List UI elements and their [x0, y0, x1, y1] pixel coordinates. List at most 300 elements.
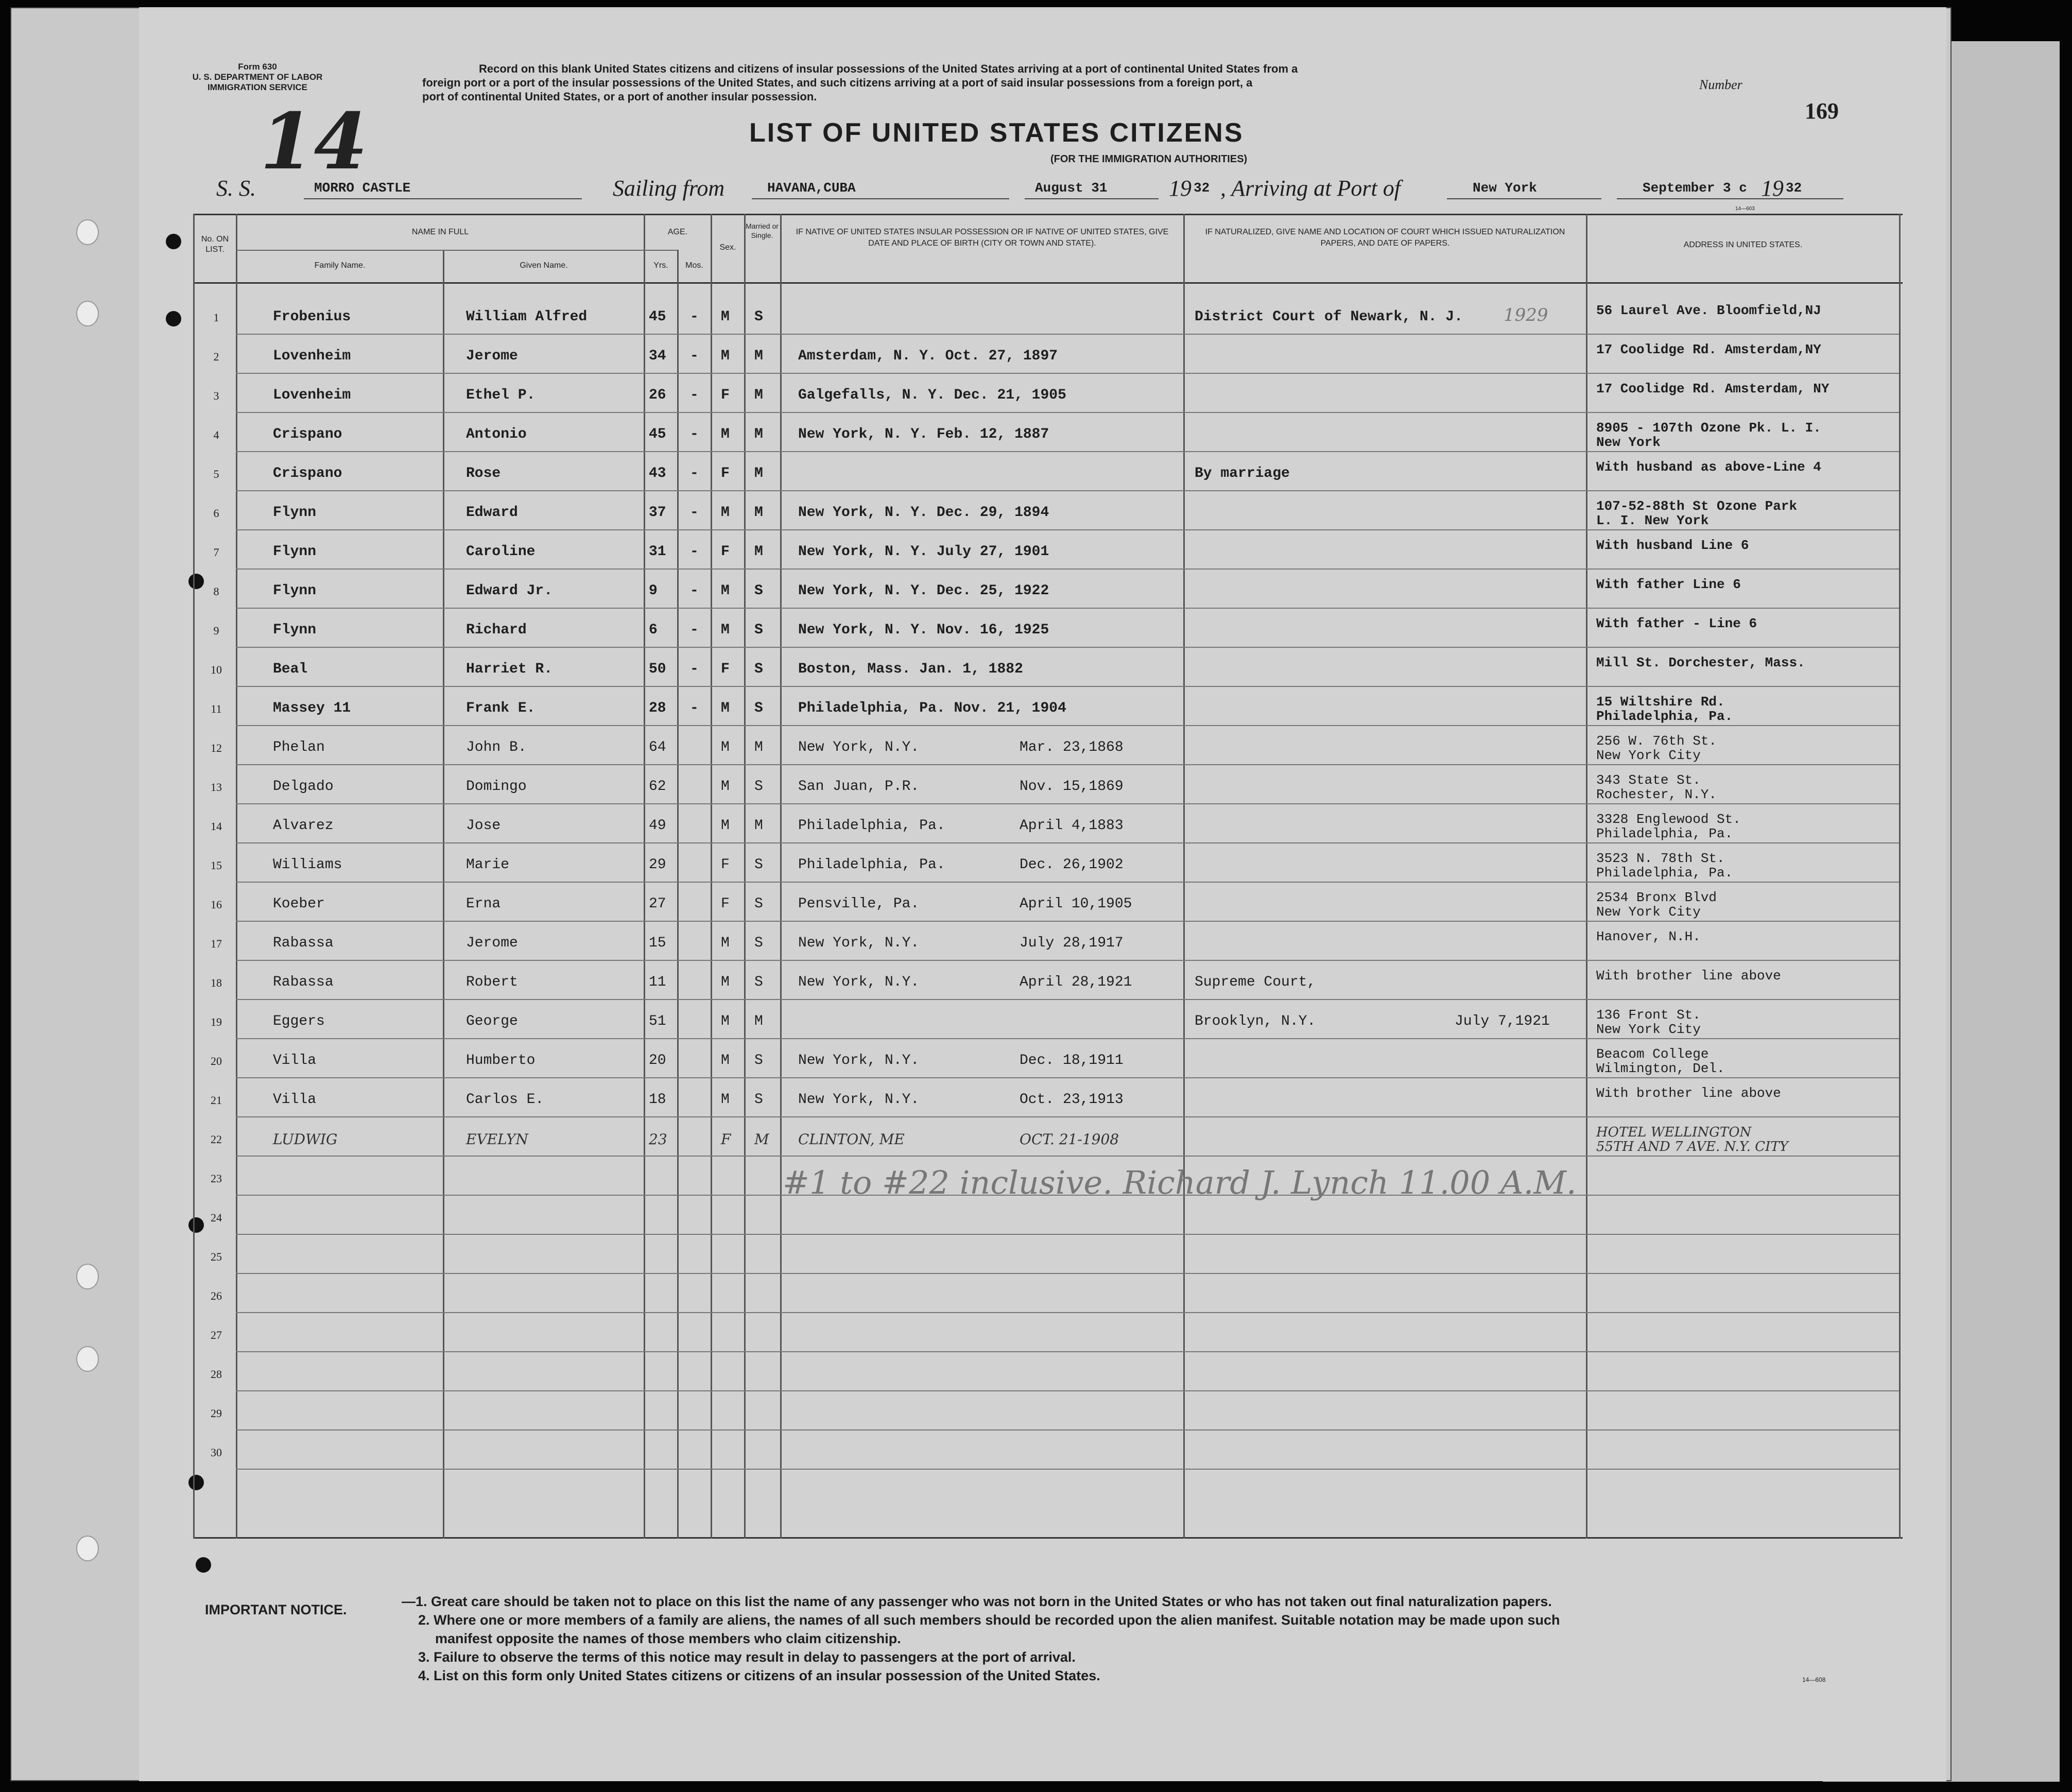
row-number: 28 — [211, 1368, 222, 1381]
sex: M — [721, 309, 730, 325]
marital-status: M — [754, 818, 763, 834]
row-rule — [236, 725, 1899, 726]
row-number: 20 — [211, 1055, 222, 1067]
address: 2534 Bronx Blvd — [1596, 890, 1717, 905]
address-line-2: 55TH AND 7 AVE. N.Y. CITY — [1596, 1139, 1788, 1155]
row-rule — [236, 1038, 1899, 1039]
given-name: EVELYN — [466, 1131, 528, 1148]
naturalization-date: July 7,1921 — [1455, 1013, 1550, 1029]
birth-place: New York, N.Y. — [798, 974, 920, 990]
marital-status: M — [754, 544, 763, 560]
family-name: Flynn — [273, 505, 317, 521]
address-line-2: Philadelphia, Pa. — [1596, 826, 1733, 841]
family-name: Crispano — [273, 466, 342, 481]
sex: M — [721, 583, 730, 599]
address: 3328 Englewood St. — [1596, 812, 1741, 827]
marital-status: S — [754, 661, 763, 677]
row-number: 16 — [211, 898, 222, 911]
ship-name: MORRO CASTLE — [314, 180, 411, 196]
row-number: 15 — [211, 859, 222, 872]
sailing-underline — [752, 198, 1009, 199]
birth-date: Mar. 23,1868 — [1020, 739, 1124, 755]
given-name: John B. — [466, 739, 527, 755]
birth-place: New York, N. Y. July 27, 1901 — [798, 544, 1049, 560]
birth-date: Nov. 15,1869 — [1020, 779, 1124, 795]
table-bottom-border — [193, 1537, 1903, 1539]
age-years: 64 — [649, 739, 666, 755]
age-years: 51 — [649, 1013, 666, 1029]
instruction-line: foreign port or a port of the insular possessions of the United States, and such citizens arriving at a port of said insular possessions from a foreign port, a — [422, 76, 1253, 89]
sex: M — [721, 622, 730, 638]
given-name: Domingo — [466, 779, 527, 795]
row-rule — [236, 999, 1899, 1000]
address: Beacom College — [1596, 1046, 1709, 1062]
printer-mark: 14—603 — [1735, 206, 1755, 212]
header-yrs: Yrs. — [653, 261, 668, 270]
birth-place: Boston, Mass. Jan. 1, 1882 — [798, 661, 1023, 677]
row-number: 3 — [213, 389, 219, 402]
address: 343 State St. — [1596, 772, 1701, 788]
age-years: 9 — [649, 583, 658, 599]
given-name: Richard — [466, 622, 527, 638]
important-notice-item: manifest opposite the names of those members who claim citizenship. — [435, 1631, 901, 1646]
address: 256 W. 76th St. — [1596, 733, 1717, 749]
page-title: LIST OF UNITED STATES CITIZENS — [749, 118, 1244, 148]
row-rule — [236, 803, 1899, 804]
birth-place: New York, N.Y. — [798, 739, 920, 755]
family-name: Crispano — [273, 426, 342, 442]
birth-place: San Juan, P.R. — [798, 779, 920, 795]
birth-place: New York, N.Y. — [798, 1092, 920, 1108]
row-number: 26 — [211, 1289, 222, 1302]
family-name: Eggers — [273, 1013, 325, 1029]
binder-hole — [76, 301, 99, 326]
important-notice-item: 4. List on this form only United States citizens or citizens of an insular possession of the United States. — [418, 1668, 1100, 1683]
birth-place: Philadelphia, Pa. — [798, 857, 945, 873]
age-months: - — [690, 583, 699, 599]
sex: M — [721, 348, 730, 364]
address: 136 Front St. — [1596, 1007, 1701, 1023]
header-name-in-full: NAME IN FULL — [411, 228, 469, 236]
sailing-label: Sailing from — [613, 176, 725, 201]
departure-year-prefix: 19 — [1169, 176, 1192, 201]
binder-hole — [76, 219, 99, 245]
family-name: Williams — [273, 857, 342, 873]
header-family-name: Family Name. — [314, 261, 366, 270]
birth-place: Philadelphia, Pa. — [798, 818, 945, 834]
birth-date: April 4,1883 — [1020, 818, 1124, 834]
address: With brother line above — [1596, 968, 1781, 984]
birth-date: April 10,1905 — [1020, 896, 1132, 912]
row-number: 18 — [211, 976, 222, 989]
family-name: Massey 11 — [273, 700, 351, 716]
family-name: LUDWIG — [273, 1131, 338, 1148]
sex: F — [721, 896, 730, 912]
address: 17 Coolidge Rd. Amsterdam, NY — [1596, 381, 1829, 397]
table-top-border — [193, 214, 1903, 215]
binder-hole — [76, 1346, 99, 1372]
address-line-2: Rochester, N.Y. — [1596, 787, 1717, 802]
family-name: Rabassa — [273, 935, 334, 951]
row-number: 27 — [211, 1329, 222, 1341]
age-years: 37 — [649, 505, 666, 521]
birth-place: New York, N.Y. — [798, 1053, 920, 1069]
given-name: Caroline — [466, 544, 536, 560]
address-line-2: L. I. New York — [1596, 513, 1709, 528]
naturalization: Brooklyn, N.Y. — [1195, 1013, 1316, 1029]
family-name: Beal — [273, 661, 308, 677]
row-rule — [236, 373, 1899, 374]
birth-date: Dec. 18,1911 — [1020, 1053, 1124, 1069]
age-years: 29 — [649, 857, 666, 873]
address: Hanover, N.H. — [1596, 929, 1701, 944]
family-name: Frobenius — [273, 309, 351, 325]
arriving-label: , Arriving at Port of — [1220, 176, 1401, 201]
family-name: Villa — [273, 1092, 317, 1108]
marital-status: S — [754, 896, 763, 912]
header-sex: Sex. — [719, 243, 736, 252]
row-rule — [236, 1273, 1899, 1274]
row-rule — [236, 960, 1899, 961]
address-line-2: New York City — [1596, 1022, 1701, 1037]
inspector-annotation: #1 to #22 inclusive. Richard J. Lynch 11.00 A.M. — [783, 1164, 1577, 1201]
sex: F — [721, 661, 730, 677]
departure-year: 32 — [1194, 180, 1210, 196]
marital-status: M — [754, 739, 763, 755]
sex: M — [721, 1053, 730, 1069]
row-rule — [236, 412, 1899, 413]
instruction-line: port of continental United States, or a port of another insular possession. — [422, 90, 817, 103]
service-name: IMMIGRATION SERVICE — [208, 82, 307, 92]
form-id-block — [180, 62, 335, 93]
important-notice-item: 3. Failure to observe the terms of this notice may result in delay to passengers at the port of arrival. — [418, 1649, 1076, 1665]
family-name: Alvarez — [273, 818, 334, 834]
row-rule — [236, 1390, 1899, 1391]
age-months: - — [690, 466, 699, 481]
naturalization-year: 1929 — [1504, 305, 1548, 325]
marital-status: M — [754, 426, 763, 442]
row-rule — [236, 1116, 1899, 1117]
page-number: 169 — [1805, 98, 1839, 124]
row-rule — [236, 1156, 1899, 1157]
arrival-year-prefix: 19 — [1761, 176, 1784, 201]
row-number: 13 — [211, 781, 222, 794]
birth-date: April 28,1921 — [1020, 974, 1132, 990]
row-number: 4 — [213, 428, 219, 441]
age-years: 31 — [649, 544, 666, 560]
form-number: Form 630 — [238, 62, 277, 72]
age-months: - — [690, 348, 699, 364]
row-number: 19 — [211, 1015, 222, 1028]
given-name: Harriet R. — [466, 661, 553, 677]
address: 107-52-88th St Ozone Park — [1596, 498, 1798, 514]
age-years: 18 — [649, 1092, 666, 1108]
marital-status: M — [754, 387, 763, 403]
birth-date: Dec. 26,1902 — [1020, 857, 1124, 873]
table-header-border — [193, 282, 1903, 284]
birth-date: OCT. 21-1908 — [1020, 1131, 1119, 1148]
age-months: - — [690, 544, 699, 560]
age-months: - — [690, 426, 699, 442]
birth-place: New York, N.Y. — [798, 935, 920, 951]
age-years: 50 — [649, 661, 666, 677]
marital-status: S — [754, 309, 763, 325]
family-name: Lovenheim — [273, 348, 351, 364]
address: 3523 N. 78th St. — [1596, 851, 1725, 866]
row-number: 17 — [211, 937, 222, 950]
given-name: Erna — [466, 896, 501, 912]
form-instructions — [422, 62, 1298, 104]
address: With brother line above — [1596, 1085, 1781, 1101]
row-number: 10 — [211, 663, 222, 676]
header-no-on-list: No. ON LIST. — [201, 235, 229, 254]
row-rule — [236, 1469, 1899, 1470]
column-rule — [193, 214, 195, 1539]
marital-status: S — [754, 857, 763, 873]
handwritten-list-number: 14 — [260, 96, 368, 187]
marital-status: S — [754, 779, 763, 795]
row-number: 11 — [211, 702, 222, 715]
given-name: Antonio — [466, 426, 527, 442]
family-name: Flynn — [273, 544, 317, 560]
sex: M — [721, 739, 730, 755]
address: 15 Wiltshire Rd. — [1596, 694, 1725, 710]
sex: M — [721, 700, 730, 716]
punch-mark — [166, 311, 181, 326]
sex: M — [721, 426, 730, 442]
age-months: - — [690, 387, 699, 403]
naturalization: Supreme Court, — [1195, 974, 1316, 990]
given-name: Robert — [466, 974, 518, 990]
column-rule — [677, 250, 679, 1539]
family-name: Flynn — [273, 583, 317, 599]
important-notice-item: 2. Where one or more members of a family are aliens, the names of all such members should be recorded upon the alien manifest. Suitable notation may be made upon such — [418, 1612, 1560, 1628]
birth-place: New York, N. Y. Feb. 12, 1887 — [798, 426, 1049, 442]
given-name: Carlos E. — [466, 1092, 544, 1108]
row-number: 1 — [213, 311, 219, 324]
marital-status: S — [754, 974, 763, 990]
row-number: 24 — [211, 1211, 222, 1224]
address-line-2: Wilmington, Del. — [1596, 1061, 1725, 1076]
naturalization: District Court of Newark, N. J. — [1195, 309, 1463, 325]
arrival-port: New York — [1473, 180, 1537, 196]
sex: M — [721, 974, 730, 990]
header-mos: Mos. — [685, 261, 703, 270]
arrival-date: September 3 c — [1643, 180, 1747, 196]
header-married-single: Married or Single. — [746, 222, 779, 239]
row-rule — [236, 842, 1899, 843]
given-name: Edward — [466, 505, 518, 521]
age-years: 43 — [649, 466, 666, 481]
address: With father Line 6 — [1596, 577, 1741, 592]
age-years: 28 — [649, 700, 666, 716]
header-birth: IF NATIVE OF UNITED STATES INSULAR POSSESSION OR IF NATIVE OF UNITED STATES, GIVE DATE AND PLACE OF BIRTH (CITY OR TOWN AND STATE). — [796, 228, 1169, 248]
instruction-line: Record on this blank United States citizens and citizens of insular possessions of the United States arriving at a port of continental United States from a — [479, 62, 1298, 75]
marital-status: M — [754, 1131, 769, 1148]
birth-place: New York, N. Y. Nov. 16, 1925 — [798, 622, 1049, 638]
row-number: 8 — [213, 585, 219, 598]
punch-mark — [188, 1475, 204, 1490]
row-number: 29 — [211, 1407, 222, 1420]
arrival-port-underline — [1447, 198, 1601, 199]
family-name: Flynn — [273, 622, 317, 638]
sex: M — [721, 818, 730, 834]
row-number: 25 — [211, 1250, 222, 1263]
row-number: 6 — [213, 507, 219, 520]
birth-date: July 28,1917 — [1020, 935, 1124, 951]
birth-place: Galgefalls, N. Y. Dec. 21, 1905 — [798, 387, 1066, 403]
age-years: 11 — [649, 974, 666, 990]
important-notice-label: IMPORTANT NOTICE. — [205, 1602, 347, 1617]
row-number: 30 — [211, 1446, 222, 1459]
age-years: 23 — [649, 1131, 667, 1148]
punch-mark — [196, 1557, 211, 1573]
footer-mark: 14—608 — [1802, 1676, 1826, 1683]
marital-status: S — [754, 622, 763, 638]
age-months: - — [690, 661, 699, 677]
address: HOTEL WELLINGTON — [1596, 1125, 1752, 1140]
marital-status: S — [754, 1053, 763, 1069]
row-number: 7 — [213, 546, 219, 559]
age-months: - — [690, 622, 699, 638]
birth-place: New York, N. Y. Dec. 29, 1894 — [798, 505, 1049, 521]
header-address: ADDRESS IN UNITED STATES. — [1683, 240, 1803, 249]
age-months: - — [690, 505, 699, 521]
row-number: 9 — [213, 624, 219, 637]
column-rule — [1899, 214, 1901, 1539]
age-years: 62 — [649, 779, 666, 795]
address: With husband as above-Line 4 — [1596, 459, 1821, 475]
row-rule — [236, 608, 1899, 609]
address-line-2: New York City — [1596, 904, 1701, 920]
row-rule — [236, 568, 1899, 570]
family-name: Villa — [273, 1053, 317, 1069]
marital-status: M — [754, 466, 763, 481]
sex: F — [721, 1131, 731, 1148]
age-years: 20 — [649, 1053, 666, 1069]
sex: F — [721, 387, 730, 403]
given-name: George — [466, 1013, 518, 1029]
address-line-2: Philadelphia, Pa. — [1596, 865, 1733, 881]
header-naturalized: IF NATURALIZED, GIVE NAME AND LOCATION OF COURT WHICH ISSUED NATURALIZATION PAPERS, AND DATE OF PAPERS. — [1205, 228, 1565, 248]
row-number: 23 — [211, 1172, 222, 1185]
address: With husband Line 6 — [1596, 538, 1749, 553]
given-name: Edward Jr. — [466, 583, 553, 599]
sex: F — [721, 857, 730, 873]
row-rule — [236, 1429, 1899, 1431]
age-years: 6 — [649, 622, 658, 638]
row-rule — [236, 1312, 1899, 1313]
age-years: 15 — [649, 935, 666, 951]
given-name: Jerome — [466, 935, 518, 951]
address-line-2: New York City — [1596, 748, 1701, 763]
marital-status: M — [754, 348, 763, 364]
address: 17 Coolidge Rd. Amsterdam,NY — [1596, 342, 1821, 357]
arrival-date-underline — [1617, 198, 1843, 199]
row-rule — [236, 647, 1899, 648]
arrival-year: 32 — [1786, 180, 1802, 196]
age-months: - — [690, 700, 699, 716]
row-rule — [236, 882, 1899, 883]
departure-underline — [1025, 198, 1159, 199]
row-number: 21 — [211, 1094, 222, 1107]
row-rule — [236, 1077, 1899, 1078]
age-years: 45 — [649, 426, 666, 442]
row-number: 2 — [213, 350, 219, 363]
departure-date: August 31 — [1035, 180, 1108, 196]
row-rule — [236, 1234, 1899, 1235]
birth-place: Philadelphia, Pa. Nov. 21, 1904 — [798, 700, 1066, 716]
naturalization: By marriage — [1195, 466, 1290, 481]
sex: M — [721, 779, 730, 795]
header-subrule — [236, 250, 677, 251]
birth-date: Oct. 23,1913 — [1020, 1092, 1124, 1108]
given-name: Humberto — [466, 1053, 536, 1069]
sex: F — [721, 544, 730, 560]
header-age: AGE. — [667, 228, 688, 236]
given-name: Ethel P. — [466, 387, 536, 403]
address-line-2: New York — [1596, 435, 1661, 450]
marital-status: M — [754, 505, 763, 521]
row-number: 5 — [213, 468, 219, 480]
sex: M — [721, 1092, 730, 1108]
row-rule — [236, 1351, 1899, 1352]
row-rule — [236, 529, 1899, 530]
row-number: 14 — [211, 820, 222, 833]
row-rule — [236, 764, 1899, 765]
address: With father - Line 6 — [1596, 616, 1757, 631]
sex: M — [721, 1013, 730, 1029]
age-years: 34 — [649, 348, 666, 364]
row-rule — [236, 451, 1899, 452]
address-line-2: Philadelphia, Pa. — [1596, 709, 1733, 724]
age-years: 27 — [649, 896, 666, 912]
age-years: 49 — [649, 818, 666, 834]
row-rule — [236, 490, 1899, 491]
age-years: 26 — [649, 387, 666, 403]
sex: F — [721, 466, 730, 481]
birth-place: CLINTON, ME — [798, 1131, 905, 1148]
marital-status: M — [754, 1013, 763, 1029]
family-name: Koeber — [273, 896, 325, 912]
ss-label: S. S. — [216, 176, 256, 201]
given-name: Jerome — [466, 348, 518, 364]
binder-hole — [76, 1536, 99, 1561]
marital-status: S — [754, 935, 763, 951]
address: 8905 - 107th Ozone Pk. L. I. — [1596, 420, 1821, 436]
birth-place: Amsterdam, N. Y. Oct. 27, 1897 — [798, 348, 1058, 364]
header-given-name: Given Name. — [520, 261, 568, 270]
number-label: Number — [1699, 77, 1742, 92]
age-years: 45 — [649, 309, 666, 325]
row-number: 12 — [211, 742, 222, 754]
birth-place: New York, N. Y. Dec. 25, 1922 — [798, 583, 1049, 599]
sex: M — [721, 505, 730, 521]
family-name: Rabassa — [273, 974, 334, 990]
family-name: Delgado — [273, 779, 334, 795]
punch-mark — [166, 234, 181, 249]
ship-underline — [304, 198, 582, 199]
marital-status: S — [754, 1092, 763, 1108]
given-name: Marie — [466, 857, 510, 873]
birth-place: Pensville, Pa. — [798, 896, 920, 912]
marital-status: S — [754, 583, 763, 599]
important-notice-item: —1. Great care should be taken not to place on this list the name of any passenger who was not born in the United States or who has not taken out final naturalization papers. — [402, 1594, 1552, 1609]
row-rule — [236, 334, 1899, 335]
given-name: Rose — [466, 466, 501, 481]
given-name: Frank E. — [466, 700, 536, 716]
department-name: U. S. DEPARTMENT OF LABOR — [192, 72, 323, 82]
